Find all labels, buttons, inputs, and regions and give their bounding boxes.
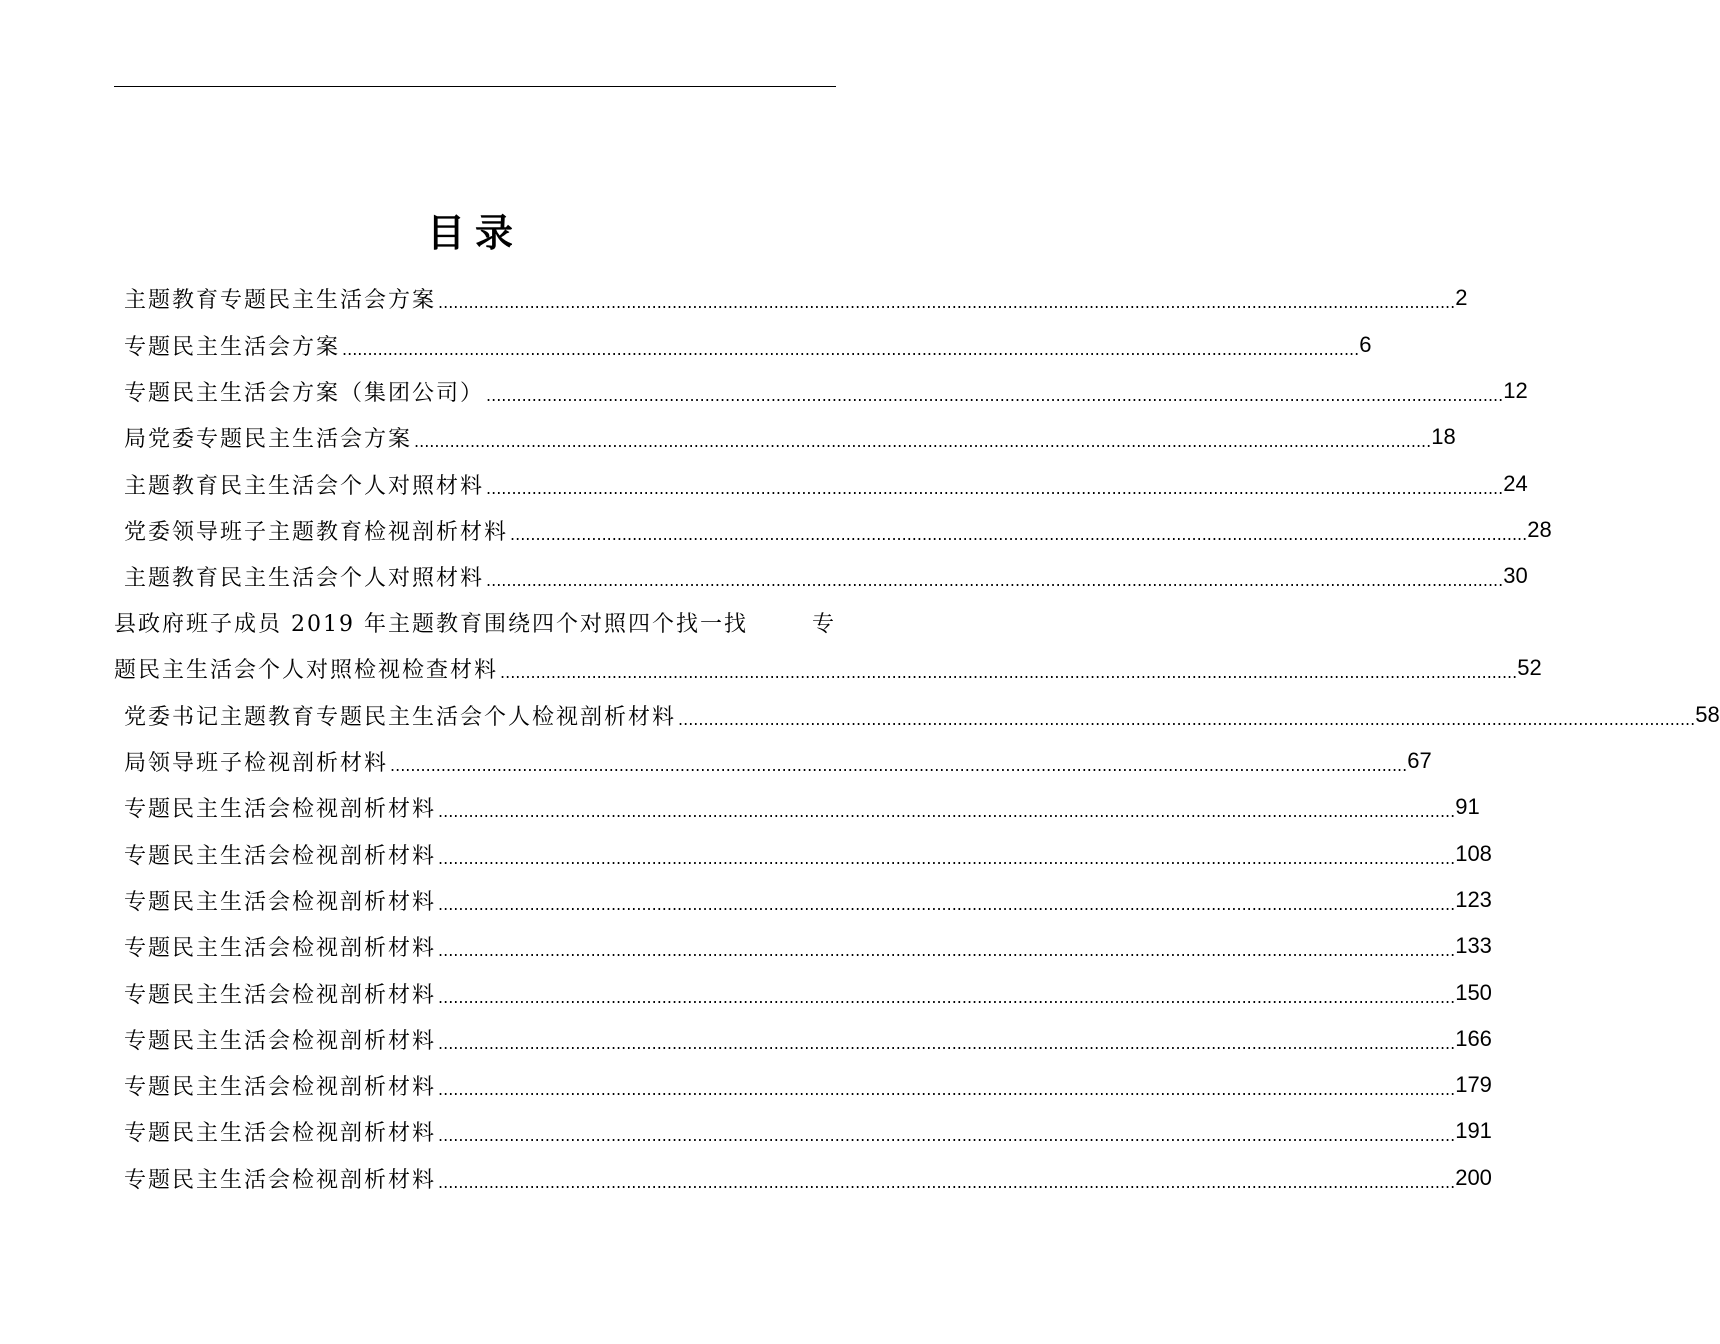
toc-entry[interactable] <box>124 787 1480 827</box>
toc-entry[interactable] <box>124 1065 1492 1105</box>
toc-entry[interactable] <box>124 510 1552 550</box>
toc-entry[interactable] <box>124 278 1468 318</box>
toc-entry[interactable] <box>124 325 1372 365</box>
toc-entry-wrapped-line1[interactable] <box>114 602 836 642</box>
toc-leader: ........................................................................................................................................................................................................ <box>390 755 1408 775</box>
toc-leader: ........................................................................................................................................................................................................ <box>438 1079 1456 1099</box>
toc-page-number: 28 <box>1527 517 1552 542</box>
page-title: 目录 <box>426 211 523 255</box>
toc-leader: ........................................................................................................................................................................................................ <box>678 709 1696 729</box>
toc-page-number: 67 <box>1407 748 1432 773</box>
toc-page-number: 166 <box>1455 1026 1492 1051</box>
toc-page-number: 123 <box>1455 887 1492 912</box>
toc-leader: ........................................................................................................................................................................................................ <box>438 848 1456 868</box>
toc-entry-label: 主题教育民主生活会个人对照材料 <box>124 565 485 591</box>
toc-entry-label: 专题民主生活会检视剖析材料 <box>124 935 437 961</box>
toc-entry-label: 党委书记主题教育专题民主生活会个人检视剖析材料 <box>124 704 677 730</box>
toc-entry-wrapped-line2[interactable] <box>114 648 1542 688</box>
toc-leader: ........................................................................................................................................................................................................ <box>438 801 1456 821</box>
toc-page-number: 58 <box>1695 702 1720 727</box>
toc-leader: ........................................................................................................................................................................................................ <box>438 292 1456 312</box>
toc-leader: ........................................................................................................................................................................................................ <box>486 385 1504 405</box>
toc-entry-label: 党委领导班子主题教育检视剖析材料 <box>124 519 509 545</box>
toc-leader: ........................................................................................................................................................................................................ <box>438 1033 1456 1053</box>
toc-entry-label: 专题民主生活会检视剖析材料 <box>124 889 437 915</box>
toc-page-number: 2 <box>1455 285 1468 310</box>
toc-entry-label: 专题民主生活会方案 <box>124 334 341 360</box>
toc-leader: ........................................................................................................................................................................................................ <box>438 1125 1456 1145</box>
toc-entry-label: 专题民主生活会检视剖析材料 <box>124 982 437 1008</box>
toc-entry[interactable] <box>124 926 1492 966</box>
toc-entry-label: 局领导班子检视剖析材料 <box>124 750 389 776</box>
toc-leader: ........................................................................................................................................................................................................ <box>414 431 1432 451</box>
toc-entry-label: 专题民主生活会方案（集团公司） <box>124 380 485 406</box>
toc-page-number: 12 <box>1503 378 1528 403</box>
toc-page-number: 24 <box>1503 471 1528 496</box>
toc-leader: ........................................................................................................................................................................................................ <box>486 478 1504 498</box>
toc-entry[interactable] <box>124 556 1528 596</box>
toc-entry-label: 主题教育专题民主生活会方案 <box>124 287 437 313</box>
toc-page-number: 133 <box>1455 933 1492 958</box>
toc-entry-label: 专题民主生活会检视剖析材料 <box>124 843 437 869</box>
toc-entry-label-continuation: 专 <box>811 611 836 637</box>
toc-page-number: 52 <box>1517 655 1542 680</box>
toc-page-number: 91 <box>1455 794 1480 819</box>
toc-entry[interactable] <box>124 1158 1492 1198</box>
toc-leader: ........................................................................................................................................................................................................ <box>438 940 1456 960</box>
toc-page-number: 200 <box>1455 1165 1492 1190</box>
toc-entry-label: 专题民主生活会检视剖析材料 <box>124 1120 437 1146</box>
toc-entry[interactable] <box>124 973 1492 1013</box>
toc-entry[interactable] <box>124 695 1720 735</box>
toc-entry-label: 专题民主生活会检视剖析材料 <box>124 1074 437 1100</box>
header-rule <box>114 86 836 87</box>
toc-leader: ........................................................................................................................................................................................................ <box>510 524 1528 544</box>
toc-leader: ........................................................................................................................................................................................................ <box>438 894 1456 914</box>
toc-page-number: 179 <box>1455 1072 1492 1097</box>
toc-entry[interactable] <box>124 464 1528 504</box>
toc-page-number: 150 <box>1455 980 1492 1005</box>
toc-entry-label: 专题民主生活会检视剖析材料 <box>124 796 437 822</box>
toc-entry-label: 专题民主生活会检视剖析材料 <box>124 1028 437 1054</box>
toc-leader: ........................................................................................................................................................................................................ <box>500 662 1518 682</box>
toc-page-number: 191 <box>1455 1118 1492 1143</box>
toc-leader: ........................................................................................................................................................................................................ <box>342 339 1360 359</box>
toc-entry[interactable] <box>124 1111 1492 1151</box>
toc-page-number: 18 <box>1431 424 1456 449</box>
toc-entry[interactable] <box>124 834 1492 874</box>
toc-page-number: 108 <box>1455 841 1492 866</box>
toc-entry[interactable] <box>124 880 1492 920</box>
toc-entry-label: 专题民主生活会检视剖析材料 <box>124 1167 437 1193</box>
toc-page-number: 6 <box>1359 332 1372 357</box>
toc-entry-label: 题民主生活会个人对照检视检查材料 <box>114 657 499 683</box>
toc-entry-label: 主题教育民主生活会个人对照材料 <box>124 473 485 499</box>
toc-leader: ........................................................................................................................................................................................................ <box>438 1172 1456 1192</box>
toc-leader: ........................................................................................................................................................................................................ <box>486 570 1504 590</box>
toc-leader: ........................................................................................................................................................................................................ <box>438 987 1456 1007</box>
toc-entry[interactable] <box>124 417 1456 457</box>
toc-entry[interactable] <box>124 741 1432 781</box>
toc-page-number: 30 <box>1503 563 1528 588</box>
toc-entry-label: 局党委专题民主生活会方案 <box>124 426 413 452</box>
toc-entry[interactable] <box>124 1019 1492 1059</box>
toc-entry-label: 县政府班子成员 2019 年主题教育围绕四个对照四个找一找 <box>114 611 748 637</box>
toc-entry[interactable] <box>124 371 1528 411</box>
